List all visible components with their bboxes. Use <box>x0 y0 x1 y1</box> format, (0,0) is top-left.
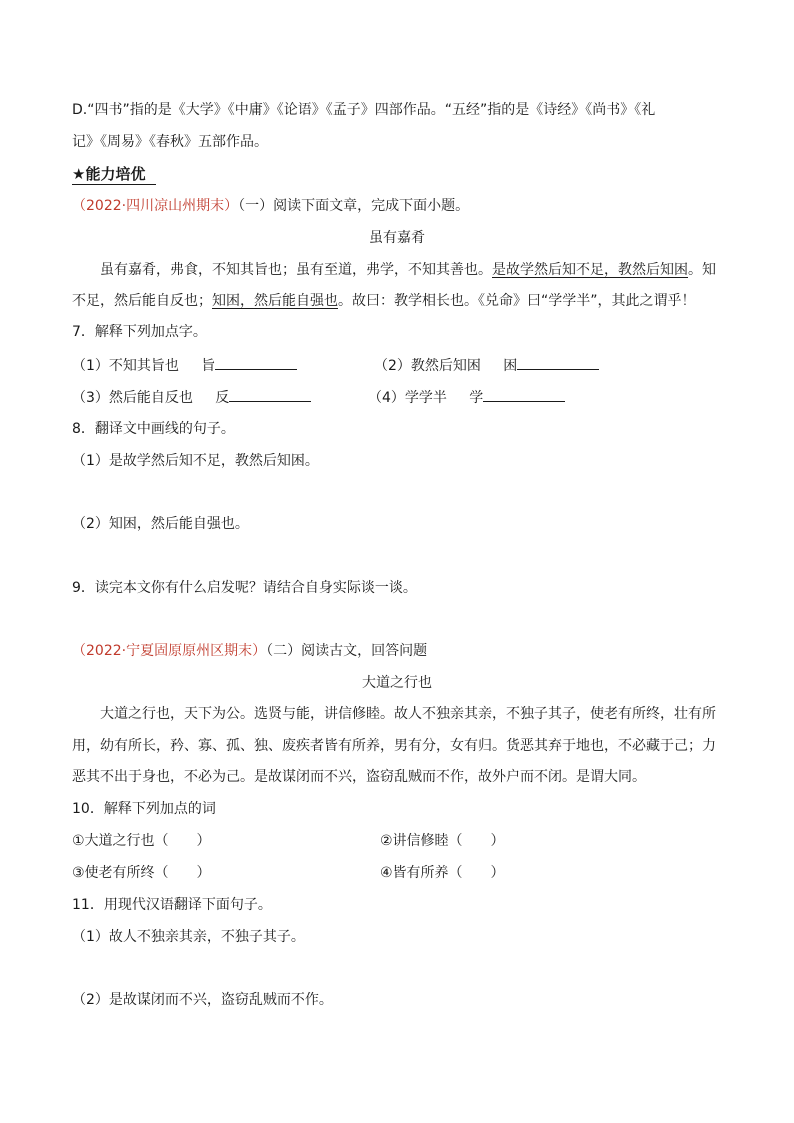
passage-1-text: 不足，然后能自反也； <box>72 293 212 309</box>
answer-blank[interactable] <box>215 355 297 370</box>
q11-item-2: （2）是故谋闭而不兴，盗窃乱贼而不作。 <box>72 992 333 1008</box>
passage-1-source: （2022·四川凉山州期末） <box>72 198 239 214</box>
passage-2-line-3: 恶其不出于身也，不必为己。是故谋闭而不兴，盗窃乱贼而不作，故外户而不闭。是谓大同。 <box>72 769 646 785</box>
star-icon: ★ <box>72 165 86 183</box>
passage-2-title: 大道之行也 <box>362 675 432 691</box>
q8-stem: 8．翻译文中画线的句子。 <box>72 421 235 437</box>
q7-stem: 7．解释下列加点字。 <box>72 324 207 340</box>
answer-blank[interactable] <box>229 387 311 402</box>
q7-item-4 <box>368 387 565 408</box>
q7-item-3 <box>72 387 311 408</box>
item-word: 困 <box>503 358 518 374</box>
q11-item-1: （1）故人不独亲其亲，不独子其子。 <box>72 929 305 945</box>
q11-stem: 11．用现代汉语翻译下面句子。 <box>72 897 272 913</box>
q10-item-1: ①大道之行也（ ） <box>72 833 211 849</box>
q7-item-1 <box>72 355 297 376</box>
item-word: 旨 <box>201 358 216 374</box>
q10-item-4: ④皆有所养（ ） <box>380 865 505 881</box>
q8-item-1: （1）是故学然后知不足，教然后知困。 <box>72 453 319 469</box>
underlined-sentence-1: 是故学然后知不足，教然后知困 <box>492 262 688 278</box>
section-heading <box>72 164 156 184</box>
q10-item-2: ②讲信修睦（ ） <box>380 833 505 849</box>
passage-1-header <box>72 196 469 216</box>
item-word: 反 <box>215 390 230 406</box>
answer-blank[interactable] <box>517 355 599 370</box>
passage-2-instruction: （二）阅读古文，回答问题 <box>266 643 428 659</box>
q9-stem: 9．读完本文你有什么启发呢？请结合自身实际谈一谈。 <box>72 580 417 596</box>
passage-1-text: 。故曰：教学相长也。《兑命》曰“学学半”，其此之谓乎！ <box>338 293 696 309</box>
item-number: （3） <box>72 390 109 406</box>
passage-1-line-2 <box>72 291 696 311</box>
passage-2-source: （2022·宁夏固原原州区期末） <box>72 643 267 659</box>
item-number: （1） <box>72 358 109 374</box>
item-number: （2） <box>374 358 411 374</box>
passage-2-header <box>72 641 427 661</box>
q10-item-3: ③使老有所终（ ） <box>72 865 211 881</box>
item-number: （4） <box>368 390 405 406</box>
q10-stem: 10．解释下列加点的词 <box>72 801 216 817</box>
passage-1-title: 虽有嘉肴 <box>369 230 425 246</box>
underlined-sentence-2: 知困，然后能自强也 <box>212 293 338 309</box>
passage-2-line-1: 大道之行也，天下为公。选贤与能，讲信修睦。故人不独亲其亲，不独子其子，使老有所终，壮有所 <box>100 706 716 722</box>
passage-1-text: 虽有嘉肴，弗食，不知其旨也；虽有至道，弗学，不知其善也。 <box>100 262 492 278</box>
passage-1-text: 。知 <box>688 262 716 278</box>
option-d-line-2: 记》《周易》《春秋》五部作品。 <box>72 134 268 150</box>
item-text: 教然后知困 <box>410 358 481 374</box>
item-text: 学学半 <box>404 390 447 406</box>
item-text: 然后能自反也 <box>108 390 193 406</box>
answer-blank[interactable] <box>483 387 565 402</box>
passage-2-line-2: 用，幼有所长，矜、寡、孤、独、废疾者皆有所养，男有分，女有归。货恶其弃于地也，不必藏于己；力 <box>72 738 716 754</box>
passage-1-instruction: （一）阅读下面文章，完成下面小题。 <box>238 198 470 214</box>
q7-item-2 <box>374 355 599 376</box>
q8-item-2: （2）知困，然后能自强也。 <box>72 516 249 532</box>
passage-1-line-1 <box>100 260 716 280</box>
option-d-line-1: D.“四书”指的是《大学》《中庸》《论语》《孟子》四部作品。“五经”指的是《诗经》《尚书》《礼 <box>72 102 656 118</box>
section-heading-text: 能力培优 <box>85 165 146 183</box>
item-word: 学 <box>469 390 484 406</box>
item-text: 不知其旨也 <box>108 358 179 374</box>
